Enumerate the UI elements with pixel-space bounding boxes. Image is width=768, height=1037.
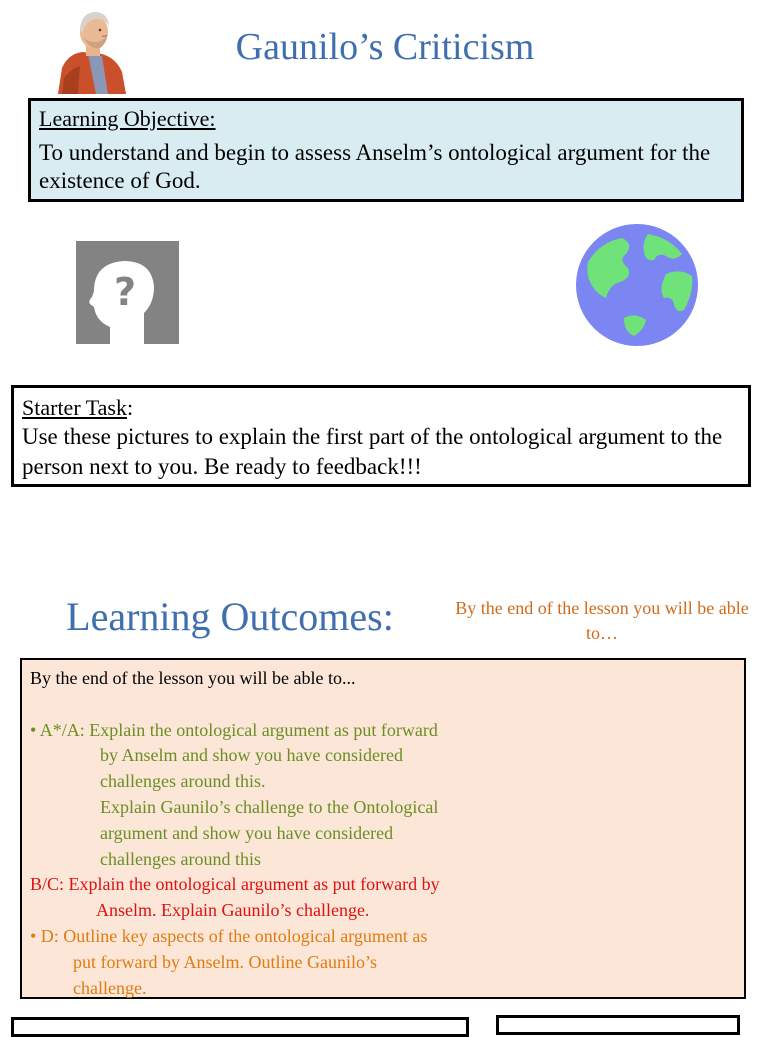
- bottom-box-right: [496, 1015, 740, 1035]
- learning-objective-box: [28, 98, 744, 202]
- learning-outcomes-box: [20, 658, 746, 999]
- learning-outcomes-side-note: By the end of the lesson you will be able to…: [455, 598, 749, 643]
- outcome-a-line: argument and show you have considered: [100, 822, 394, 843]
- page-title: Gaunilo’s Criticism: [235, 26, 535, 68]
- bottom-box-left: [11, 1017, 469, 1037]
- starter-task-box: [11, 385, 751, 487]
- outcome-bc-line: B/C: Explain the ontological argument as put forward by: [30, 874, 440, 895]
- learning-objective-text: To understand and begin to assess Anselm’s ontological argument for the existence of God.: [39, 140, 711, 193]
- outcome-d-line: • D: Outline key aspects of the ontological argument as: [30, 925, 428, 946]
- outcomes-intro: By the end of the lesson you will be able to...: [30, 668, 356, 688]
- svg-text:?: ?: [113, 270, 137, 314]
- starter-task-heading: [22, 394, 740, 422]
- question-head-icon: [76, 241, 179, 344]
- starter-task-text: Use these pictures to explain the first part of the ontological argument to the person next to you. Be ready to feedback!!!: [22, 424, 723, 479]
- outcome-a-line: challenges around this.: [100, 771, 266, 792]
- outcome-a-line: Explain Gaunilo’s challenge to the Ontological: [100, 796, 439, 817]
- learning-objective-heading: Learning Objective:: [39, 106, 216, 131]
- anselm-portrait-image: [52, 8, 132, 94]
- outcome-a-line: • A*/A: Explain the ontological argument as put forward: [30, 719, 438, 740]
- starter-task-heading-label: Starter Task: [22, 395, 127, 420]
- globe-icon: [574, 222, 700, 348]
- starter-task-heading-colon: :: [126, 395, 134, 420]
- outcome-d-line: put forward by Anselm. Outline Gaunilo’s: [73, 951, 377, 972]
- outcome-a-line: by Anselm and show you have considered: [100, 745, 403, 766]
- outcome-a-line: challenges around this: [100, 848, 261, 869]
- outcome-bc-line: Anselm. Explain Gaunilo’s challenge.: [96, 900, 370, 921]
- outcome-d-line: challenge.: [73, 977, 147, 998]
- learning-outcomes-title: Learning Outcomes:: [66, 594, 394, 639]
